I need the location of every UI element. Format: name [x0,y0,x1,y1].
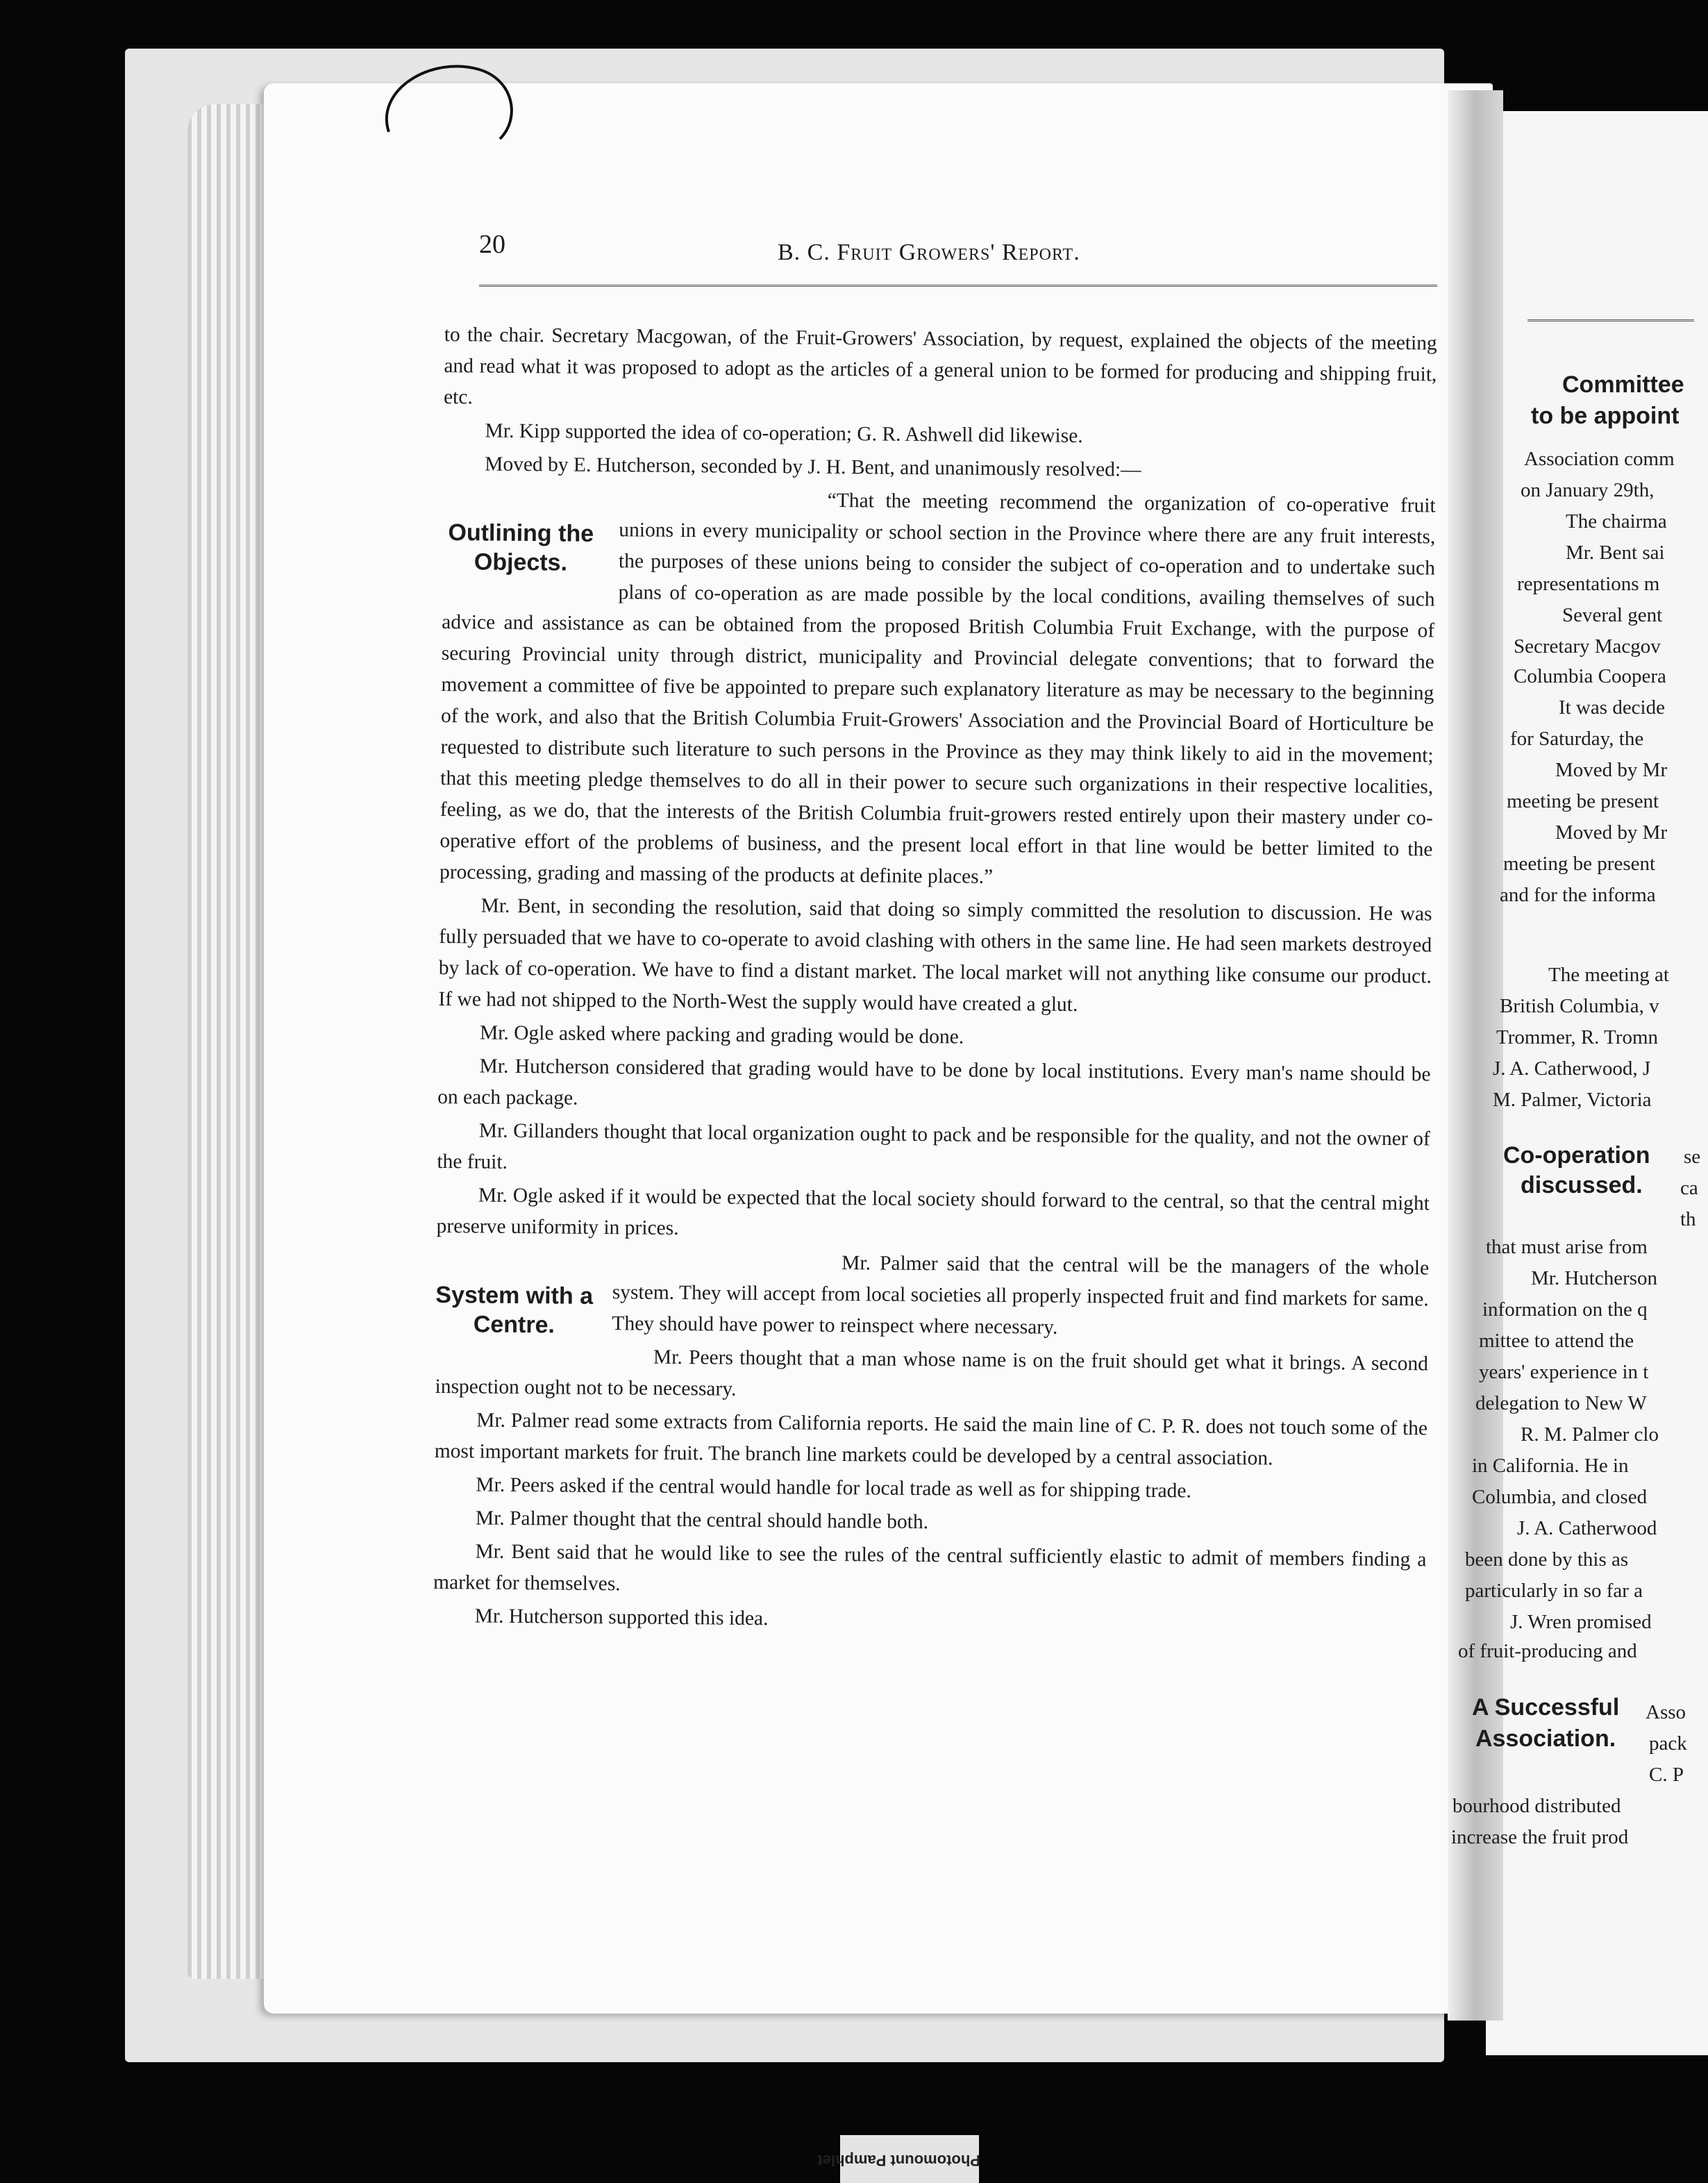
paragraph: Mr. Peers asked if the central would handle for local trade as well as for shipping trade. [476,1473,1191,1503]
pen-mark [361,49,528,153]
left-page-body [433,319,1437,1640]
facing-line: meeting be present [1503,853,1656,875]
facing-line: Columbia Coopera [1514,665,1666,687]
facing-line: been done by this as [1465,1548,1629,1571]
facing-line: th [1680,1208,1696,1230]
paragraph: Mr. Palmer said that the central will be the managers of the whole system. They will accept from local societies all properly inspected fruit and find markets for same. They should have power to reinspect where necessary. [612,1252,1430,1339]
facing-line: R. M. Palmer clo [1521,1423,1659,1446]
facing-line: The chairma [1566,510,1667,533]
paragraph: Mr. Bent said that he would like to see the rules of the central sufficiently elastic to admit of members finding a market for themselves. [433,1540,1427,1596]
paragraph: Mr. Peers thought that a man whose name is on the fruit should get what it brings. A second inspection ought not to be necessary. [435,1346,1429,1400]
resolution-quote: “That the meeting recommend the organization of co-operative fruit unions in every municipality or school section in the Province where there are any fruit interests, the purposes of these unions being to consider the subject of co-operation and to undertake such plans of co-operation as are made possible by the local conditions, availing themselves of such advice and assistance as can be obtained from the proposed British Columbia Fruit Exchange, with the purpose of securing Provincial unity through district, municipality and Provincial delegate conventions; that to forward the movement a committee of five be appointed to prepare such explanatory literature as may be necessary to the beginning of the work, and also that the British Columbia Fruit-Growers' Association and the Provincial Board of Horticulture be requested to distribute such literature to such persons in the Province as they may think likely to aid in the movement; that this meeting pledge themselves to do all in their power to secure such organizations in their respective localities, feeling, as we do, that the interests of the British Columbia fruit-growers rested entirely upon their mastery under co-operative effort of the problems of business, and the present local effort in that line would be better limited to the processing, grading and massing of the products at definite places.” [439,489,1436,888]
paragraph: Mr. Hutcherson considered that grading would have to be done by local institutions. Every man's name should be on each package. [437,1055,1431,1110]
facing-line: J. A. Catherwood [1517,1517,1657,1539]
facing-line: and for the informa [1500,884,1656,906]
facing-line: Trommer, R. Tromn [1496,1026,1659,1048]
facing-line: on January 29th, [1521,479,1655,501]
facing-heading: Association. [1475,1725,1616,1752]
paragraph: to the chair. Secretary Macgowan, of the Fruit-Growers' Association, by request, explained the objects of the meeting and read what it was proposed to adopt as the articles of a general union to be formed for producing and shipping fruit, etc. [443,323,1437,409]
paragraph: Mr. Ogle asked where packing and grading would be done. [479,1021,964,1048]
facing-line: Association comm [1524,448,1675,470]
sidenote-system-centre: System with a Centre. [435,1281,594,1339]
facing-line: Moved by Mr [1555,821,1668,844]
facing-line: information on the q [1482,1298,1648,1321]
facing-line: Moved by Mr [1555,759,1668,781]
facing-header-rule [1527,319,1694,321]
facing-line: C. P [1649,1764,1684,1786]
facing-line: ca [1680,1177,1698,1199]
paragraph: Mr. Ogle asked if it would be expected that the local society should forward to the central, so that the central might preserve uniformity in prices. [436,1184,1430,1239]
facing-heading: to be appoint [1531,403,1680,429]
facing-line: meeting be present [1507,790,1659,812]
facing-line: Mr. Hutcherson [1531,1267,1658,1289]
facing-heading: Committee [1562,371,1684,398]
facing-line: pack [1649,1732,1687,1755]
paragraph: Mr. Palmer read some extracts from California reports. He said the main line of C. P. R. does not touch some of the most important markets for fruit. The branch line markets could be developed by a central association. [434,1409,1428,1470]
facing-line: M. Palmer, Victoria [1493,1089,1652,1111]
facing-line: representations m [1517,573,1660,595]
facing-line: that must arise from [1486,1236,1648,1258]
facing-line: se [1684,1146,1701,1168]
sidenote-outlining-objects: Outlining the Objects. [448,519,594,576]
facing-line: increase the fruit prod [1451,1826,1629,1848]
facing-line: It was decide [1559,696,1665,719]
facing-line: in California. He in [1472,1455,1629,1477]
paragraph: Moved by E. Hutcherson, seconded by J. H. Bent, and unanimously resolved:— [485,453,1141,481]
facing-heading: Co-operation [1503,1142,1650,1169]
header-rule [479,285,1437,287]
facing-line: delegation to New W [1475,1392,1647,1414]
facing-line: particularly in so far a [1465,1580,1643,1602]
binding-label-text: Photomount Pamphlet [817,2152,980,2169]
facing-line: bourhood distributed [1452,1795,1621,1817]
page-number: 20 [479,230,505,259]
facing-line: Asso [1646,1701,1686,1723]
facing-heading: A Successful [1472,1694,1620,1721]
facing-heading: discussed. [1521,1172,1643,1198]
paragraph: Mr. Bent, in seconding the resolution, said that doing so simply committed the resolution to discussion. He was fully persuaded that we have to co-operate to avoid clashing with others in the same line. He had seen markets destroyed by lack of co-operation. We have to find a distant market. The local market will not anything like consume our product. If we had not shipped to the North-West the supply would have created a glut. [438,894,1432,1016]
paragraph: Mr. Kipp supported the idea of co-operation; G. R. Ashwell did likewise. [485,419,1083,448]
facing-line: Mr. Bent sai [1566,542,1665,564]
facing-line: Several gent [1562,604,1663,626]
facing-line: of fruit-producing and [1458,1640,1637,1662]
facing-line: J. A. Catherwood, J [1493,1057,1651,1080]
paragraph: Mr. Palmer thought that the central should handle both. [475,1507,929,1534]
running-title: B. C. Fruit Growers' Report. [778,240,1080,265]
facing-line: Secretary Macgov [1514,635,1661,658]
facing-line: British Columbia, v [1500,995,1659,1017]
facing-line: J. Wren promised [1510,1611,1652,1633]
facing-line: mittee to attend the [1479,1330,1634,1352]
facing-line: for Saturday, the [1510,728,1644,750]
facing-line: Columbia, and closed [1472,1486,1648,1508]
paragraph: Mr. Gillanders thought that local organization ought to pack and be responsible for the quality, and not the owner of the fruit. [437,1119,1430,1173]
facing-line: The meeting at [1548,964,1669,986]
facing-line: years' experience in t [1479,1361,1649,1383]
paragraph: Mr. Hutcherson supported this idea. [474,1605,769,1630]
